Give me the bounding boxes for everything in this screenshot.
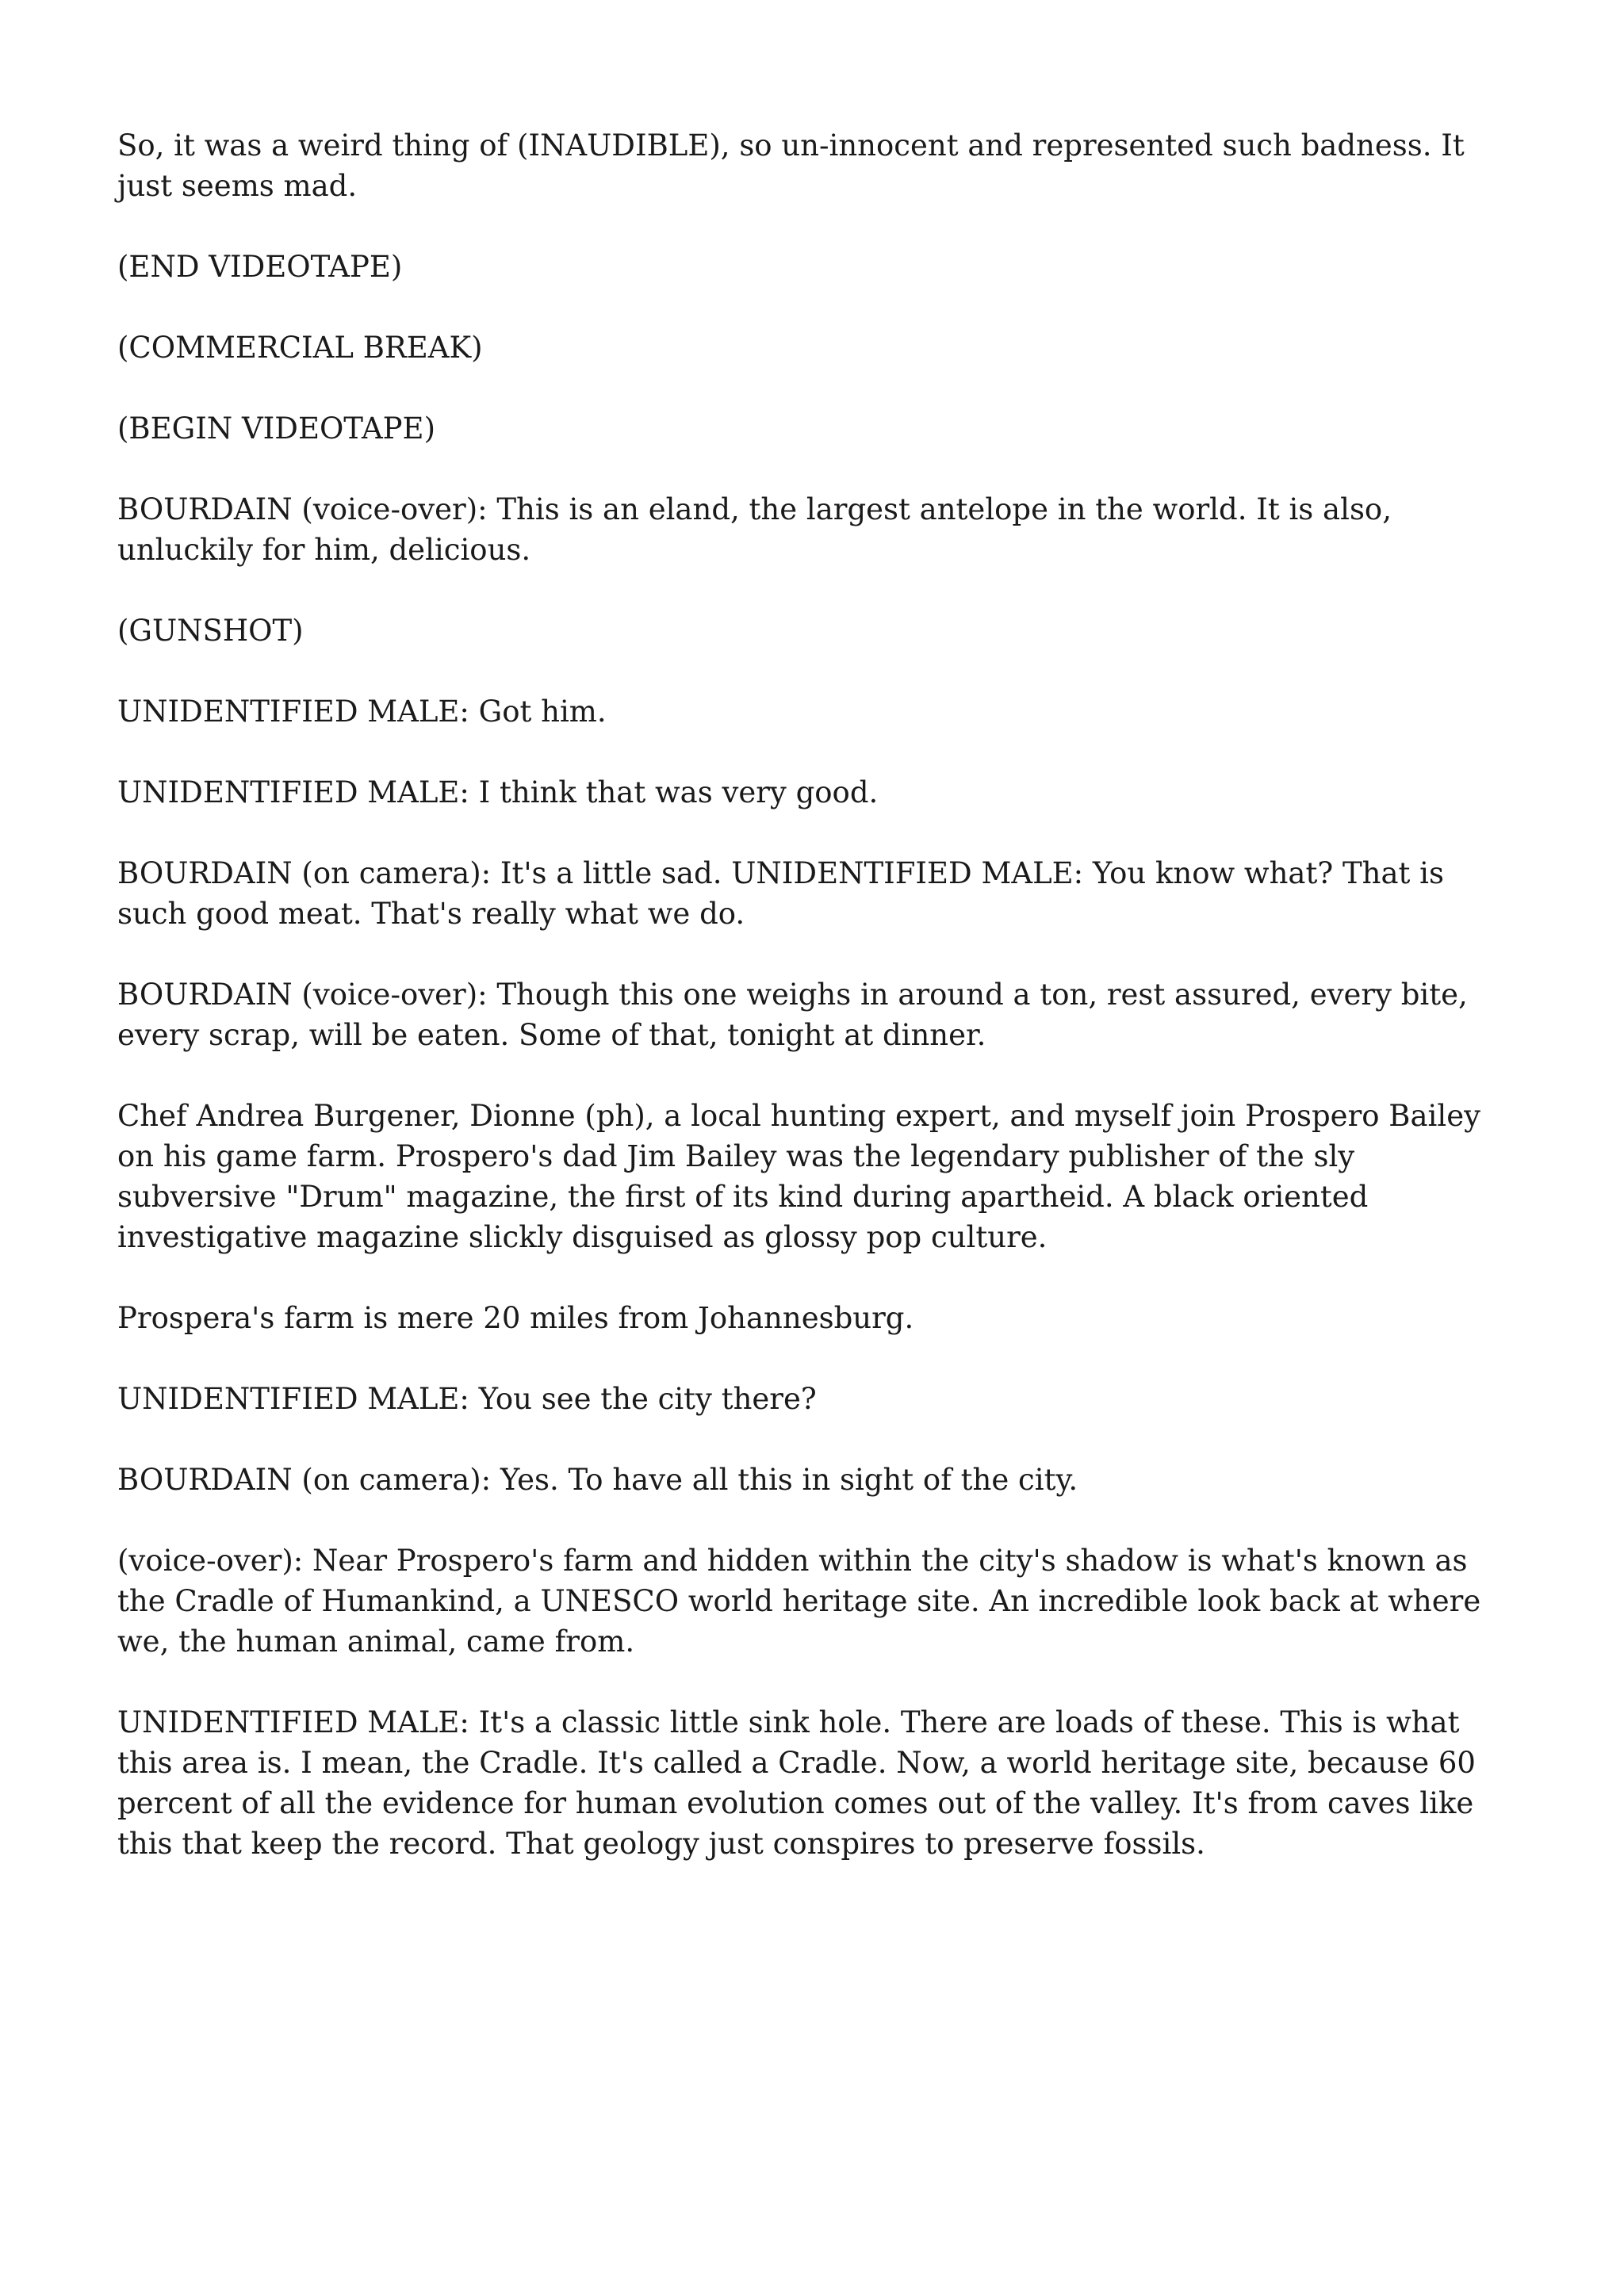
paragraph-6: (GUNSHOT) [117, 614, 304, 648]
paragraph-10: BOURDAIN (voice-over): Though this one weighs in around a ton, rest assured, every bite, every scrap, will be eaten. Some of that, tonight at dinner. [117, 978, 1468, 1052]
paragraph-12: Prospera's farm is mere 20 miles from Johannesburg. [117, 1301, 914, 1335]
paragraph-1: So, it was a weird thing of (INAUDIBLE), so un-innocent and represented such badness. It just seems mad. [117, 128, 1465, 203]
paragraph-15: (voice-over): Near Prospero's farm and hidden within the city's shadow is what's known as the Cradle of Humankind, a UNESCO world heritage site. An incredible look back at where we, the human animal, came from. [117, 1544, 1481, 1659]
paragraph-11: Chef Andrea Burgener, Dionne (ph), a local hunting expert, and myself join Prospero Bailey on his game farm. Prospero's dad Jim Bailey was the legendary publisher of the sly subversive "Drum" magazine, the first of its kind during apartheid. A black oriented investigative magazine slickly disguised as glossy pop culture. [117, 1099, 1481, 1254]
paragraph-4: (BEGIN VIDEOTAPE) [117, 411, 436, 446]
paragraph-13: UNIDENTIFIED MALE: You see the city there? [117, 1382, 817, 1416]
paragraph-3: (COMMERCIAL BREAK) [117, 331, 483, 365]
transcript-page [117, 125, 1513, 1904]
paragraph-14: BOURDAIN (on camera): Yes. To have all this in sight of the city. [117, 1463, 1078, 1497]
paragraph-2: (END VIDEOTAPE) [117, 250, 403, 284]
paragraph-8: UNIDENTIFIED MALE: I think that was very good. [117, 775, 879, 809]
paragraph-16: UNIDENTIFIED MALE: It's a classic little sink hole. There are loads of these. This is what this area is. I mean, the Cradle. It's called a Cradle. Now, a world heritage site, because 60 percent of all the evidence for human evolution comes out of the valley. It's from caves like this that keep the record. That geology just conspires to preserve fossils. [117, 1705, 1476, 1861]
paragraph-9: BOURDAIN (on camera): It's a little sad. UNIDENTIFIED MALE: You know what? That is such good meat. That's really what we do. [117, 856, 1444, 931]
paragraph-7: UNIDENTIFIED MALE: Got him. [117, 695, 607, 729]
paragraph-5: BOURDAIN (voice-over): This is an eland, the largest antelope in the world. It is also, unluckily for him, delicious. [117, 492, 1392, 567]
